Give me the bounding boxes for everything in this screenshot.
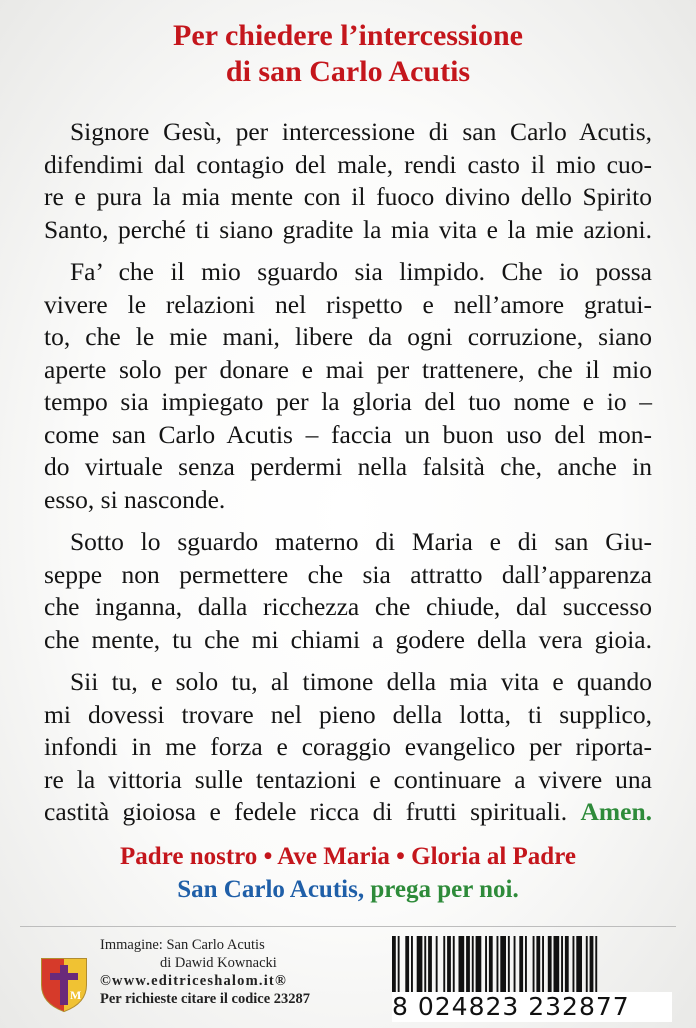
image-credit: Immagine: San Carlo Acutis (100, 937, 265, 953)
artist-credit: di Dawid Kownacki (160, 955, 277, 971)
code-note: Per richieste citare il codice 23287 (100, 991, 311, 1007)
shalom-cross-shield-icon (36, 955, 92, 1013)
prayer-body (44, 116, 653, 829)
text-line: vivere le relazioni nel rispetto e nell’amore gratui- (44, 289, 652, 319)
text-line: re la vittoria sulle tentazioni e continuare a vivere una (44, 764, 652, 794)
prayer-title (0, 18, 696, 90)
text-line: Signore Gesù, per intercessione di san Carlo Acutis, (70, 117, 652, 146)
text-line: Sii tu, e solo tu, al timone della mia vita e quando (70, 667, 652, 696)
text-line: Fa’ che il mio sguardo sia limpido. Che io possa (70, 257, 652, 286)
text-line: infondi in me forza e coraggio evangelico per riporta- (44, 732, 652, 761)
website: ©www.editriceshalom.it® (100, 973, 287, 989)
text-line: Sotto lo sguardo materno di Maria e di san Giu- (70, 527, 652, 556)
invocation-name: San Carlo Acutis, (177, 876, 365, 903)
text-line-final (44, 796, 652, 829)
amen: Amen. (580, 797, 653, 826)
text-line: Santo, perché ti siano gradite la mia vita e la mie azioni. (44, 214, 652, 244)
footer-divider (20, 926, 676, 927)
prayers-block (0, 840, 696, 906)
invocation-line (0, 873, 696, 906)
text-line: to, che le mie mani, libere da ogni corruzione, siano (44, 322, 652, 351)
paragraph-4 (44, 666, 653, 829)
gloria-al-padre: Gloria al Padre (411, 843, 576, 870)
bullet: • (396, 843, 405, 870)
paragraph-1 (44, 116, 652, 246)
prayers-line (0, 840, 696, 873)
text-line: do virtuale senza perdermi nella falsità che, anche in (44, 452, 652, 481)
text-line: re e pura la mia mente con il fuoco divino dello Spirito (44, 182, 652, 211)
title-line-1: Per chiedere l’intercessione (173, 19, 523, 52)
invocation-ask: prega per noi. (370, 876, 519, 903)
paragraph-2 (44, 256, 652, 516)
final-text: castità gioiosa e fedele ricca di frutti spirituali. (44, 797, 568, 826)
title-line-2: di san Carlo Acutis (225, 55, 471, 88)
text-line: seppe non permettere che sia attratto dall’apparenza (44, 559, 652, 589)
text-line: che inganna, dalla ricchezza che chiude, dal successo (44, 592, 652, 621)
bullet: • (263, 843, 273, 870)
credits (100, 936, 390, 1008)
text-line: mi dovessi trovare nel pieno della lotta, ti supplico, (44, 699, 652, 729)
svg-text:M: M (70, 988, 82, 1002)
padre-nostro: Padre nostro (120, 843, 258, 870)
text-line: tempo sia impiegato per la gloria del tuo nome e io – (44, 387, 652, 416)
barcode-digits: 8 024823 232877 (392, 992, 672, 1022)
ave-maria: Ave Maria (277, 843, 390, 870)
text-line: come san Carlo Acutis – faccia un buon uso del mon- (44, 419, 652, 449)
text-line: esso, si nasconde. (44, 484, 226, 514)
text-line: che mente, tu che mi chiami a godere della vera gioia. (44, 624, 652, 654)
text-line: aperte solo per donare e mai per trattenere, che il mio (44, 354, 652, 384)
text-line: difendimi dal contagio del male, rendi casto il mio cuo- (44, 149, 652, 179)
paragraph-3 (44, 526, 652, 656)
